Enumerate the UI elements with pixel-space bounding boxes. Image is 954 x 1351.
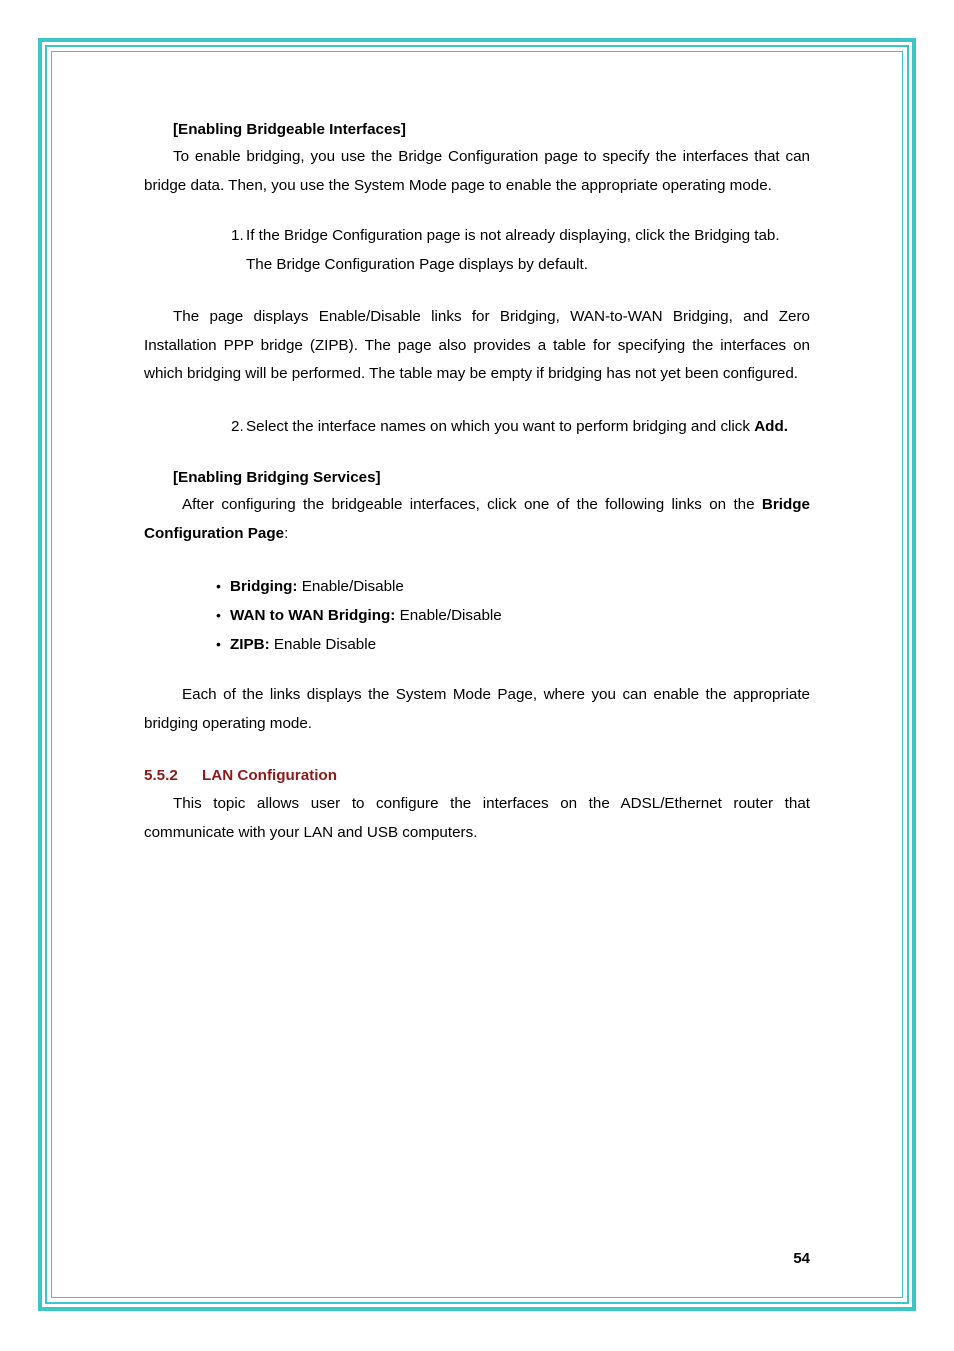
list-item-label: ZIPB:	[230, 636, 270, 653]
paragraph-after-configuring-end: :	[284, 524, 289, 542]
step-2-number: 2.	[231, 417, 244, 435]
paragraph-page-displays: The page displays Enable/Disable links for Bridging, WAN-to-WAN Bridging, and Zero Installation PPP bridge (ZIPB). The page also provides a table for specifying the interfaces on which bridging will be performed. The table may be empty if bridging has not yet been configured.	[144, 308, 810, 382]
paragraph-enable-bridging: To enable bridging, you use the Bridge Configuration page to specify the interfaces that can bridge data. Then, you use the System Mode page to enable the appropriate operating mode.	[144, 148, 810, 194]
step-1-text-line2: The Bridge Configuration Page displays by default.	[246, 255, 588, 273]
step-2	[144, 413, 810, 442]
list-item-label: Bridging:	[230, 578, 298, 595]
subheading-bridging-services: [Enabling Bridging Services]	[173, 469, 381, 486]
list-item-value: Enable/Disable	[395, 607, 502, 624]
list-item-zipb	[216, 630, 810, 659]
step-2-text: Select the interface names on which you want to perform bridging and click	[246, 417, 755, 435]
page-content	[144, 117, 810, 847]
paragraph-lan-configuration: This topic allows user to configure the interfaces on the ADSL/Ethernet router that communicate with your LAN and USB computers.	[144, 795, 810, 841]
bridge-configuration-page-bold: Bridge Configuration Page	[144, 496, 810, 542]
list-item-wan-to-wan	[216, 601, 810, 630]
paragraph-after-configuring-text: After configuring the bridgeable interfaces, click one of the following links on the	[182, 496, 762, 513]
list-item-value: Enable Disable	[269, 636, 377, 653]
step-1-text: If the Bridge Configuration page is not already displaying, click the Bridging tab.	[246, 227, 780, 244]
section-title: LAN Configuration	[202, 767, 337, 784]
list-item-value: Enable/Disable	[297, 578, 404, 595]
bullet-icon: •	[216, 578, 221, 594]
bridging-links-list	[144, 572, 810, 659]
list-item-label: WAN to WAN Bridging:	[230, 607, 396, 624]
paragraph-after-configuring	[144, 491, 810, 548]
step-1-number: 1.	[231, 227, 244, 244]
bullet-icon: •	[216, 636, 221, 652]
step-1-continuation	[144, 251, 810, 280]
list-item-bridging	[216, 572, 810, 601]
step-2-add-bold: Add.	[754, 417, 788, 435]
section-heading-lan-configuration	[144, 762, 810, 790]
paragraph-each-link: Each of the links displays the System Mode Page, where you can enable the appropriate bridging operating mode.	[144, 686, 810, 732]
page-number: 54	[793, 1250, 810, 1267]
step-1	[144, 222, 810, 251]
bullet-icon: •	[216, 607, 221, 623]
section-number: 5.5.2	[144, 767, 178, 784]
subheading-bridgeable-interfaces: [Enabling Bridgeable Interfaces]	[173, 121, 406, 138]
